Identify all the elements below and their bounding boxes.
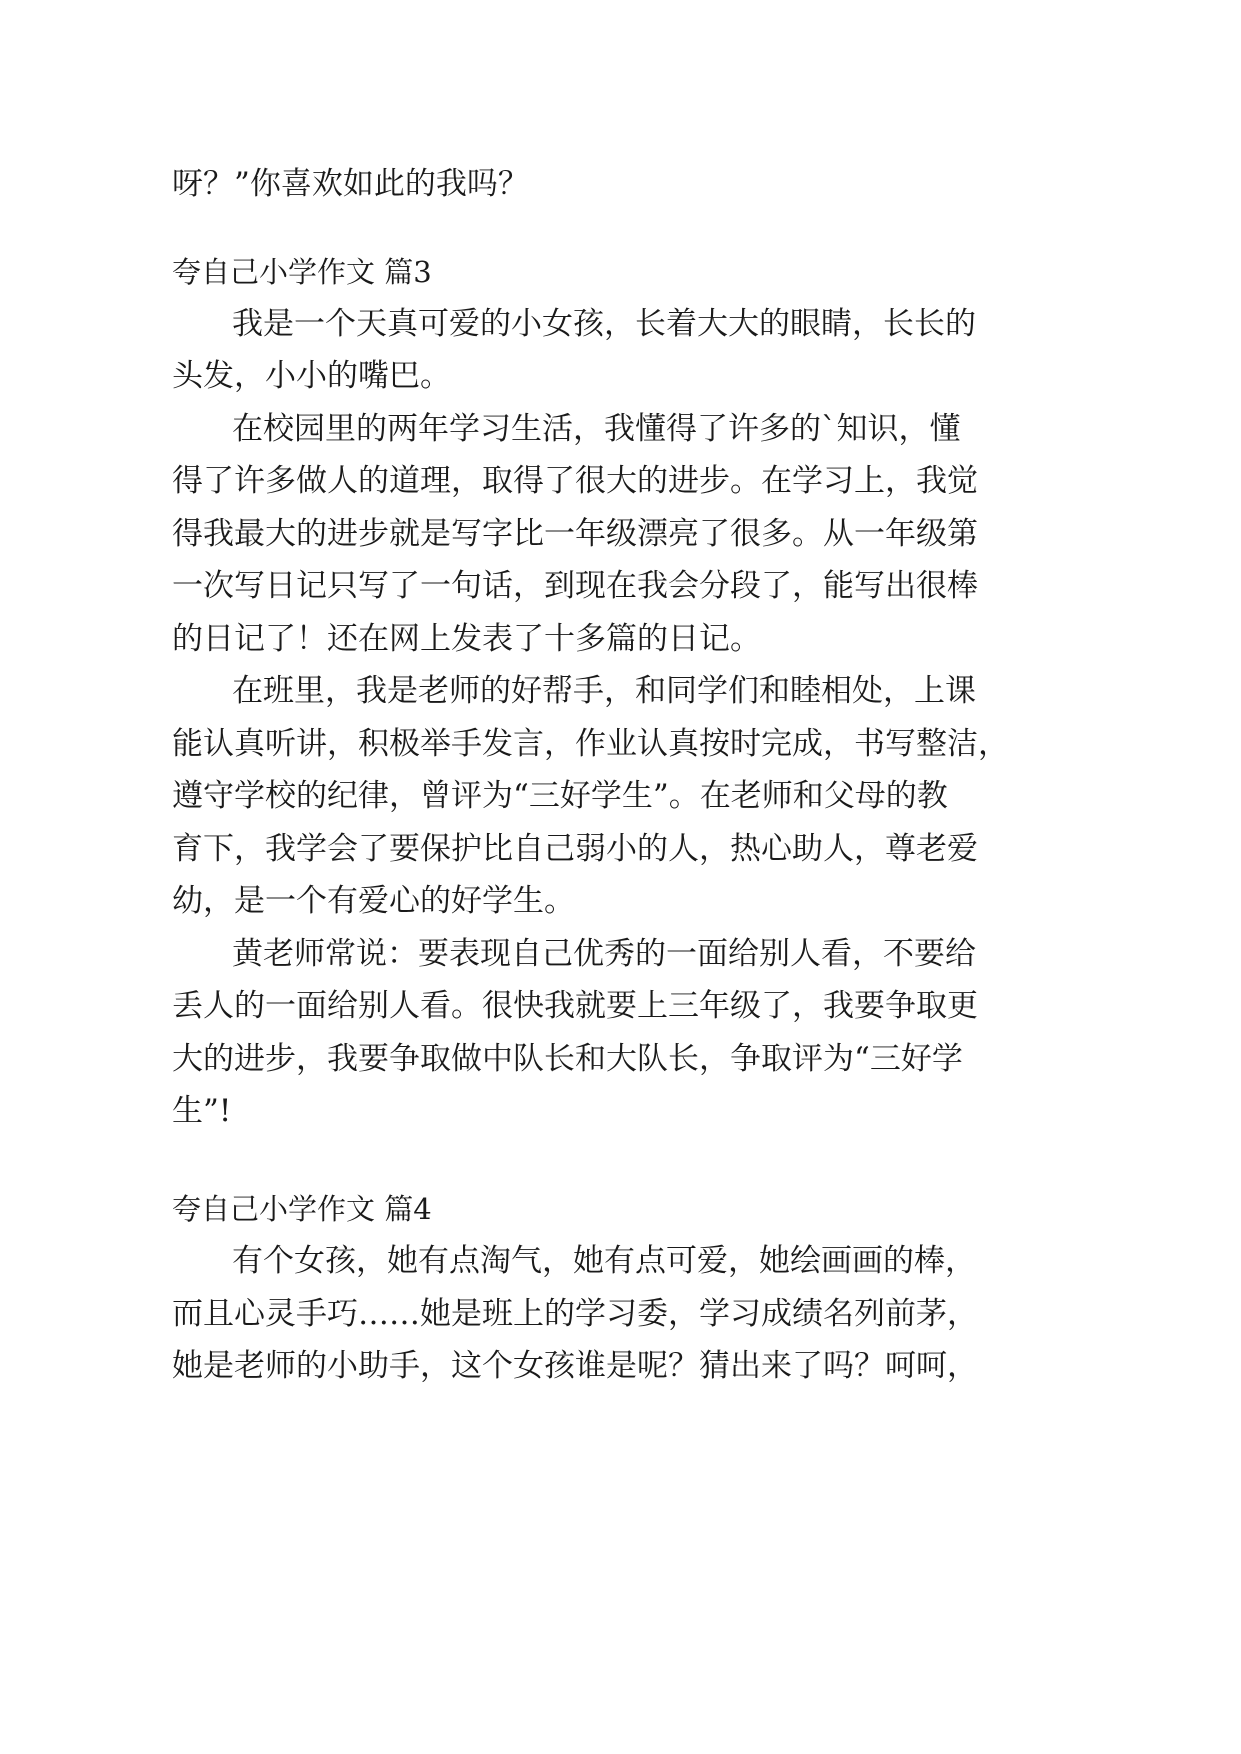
text-line: 呀？”你喜欢如此的我吗？ xyxy=(172,166,529,202)
text-line: 大的进步，我要争取做中队长和大队长，争取评为“三好学 xyxy=(172,1041,963,1077)
text-line: 而且心灵手巧……她是班上的学习委，学习成绩名列前茅， xyxy=(172,1296,978,1332)
text-line: 在校园里的两年学习生活，我懂得了许多的`知识，懂 xyxy=(232,411,961,447)
text-line: 头发，小小的嘴巴。 xyxy=(172,358,451,394)
text-line: 生”! xyxy=(172,1093,232,1129)
text-line: 在班里，我是老师的好帮手，和同学们和睦相处，上课 xyxy=(232,673,976,709)
text-line: 我是一个天真可爱的小女孩，长着大大的眼睛，长长的 xyxy=(232,306,976,342)
text-line: 丢人的一面给别人看。很快我就要上三年级了，我要争取更 xyxy=(172,988,978,1024)
text-line: 一次写日记只写了一句话，到现在我会分段了，能写出很棒 xyxy=(172,568,978,604)
section-heading: 夸自己小学作文 篇3 xyxy=(172,255,432,289)
text-line: 能认真听讲，积极举手发言，作业认真按时完成，书写整洁， xyxy=(172,726,1009,762)
text-line: 遵守学校的纪律，曾评为“三好学生”。在老师和父母的教 xyxy=(172,778,948,814)
text-line: 幼，是一个有爱心的好学生。 xyxy=(172,883,575,919)
text-line: 黄老师常说：要表现自己优秀的一面给别人看，不要给 xyxy=(232,936,976,972)
text-line: 的日记了！还在网上发表了十多篇的日记。 xyxy=(172,621,761,657)
text-line: 得了许多做人的道理，取得了很大的进步。在学习上，我觉 xyxy=(172,463,978,499)
section-heading: 夸自己小学作文 篇4 xyxy=(172,1192,432,1226)
text-line: 有个女孩，她有点淘气，她有点可爱，她绘画画的棒， xyxy=(232,1243,976,1279)
text-line: 育下，我学会了要保护比自己弱小的人，热心助人，尊老爱 xyxy=(172,831,978,867)
text-line: 她是老师的小助手，这个女孩谁是呢？猜出来了吗？呵呵， xyxy=(172,1348,978,1384)
text-line: 得我最大的进步就是写字比一年级漂亮了很多。从一年级第 xyxy=(172,516,978,552)
